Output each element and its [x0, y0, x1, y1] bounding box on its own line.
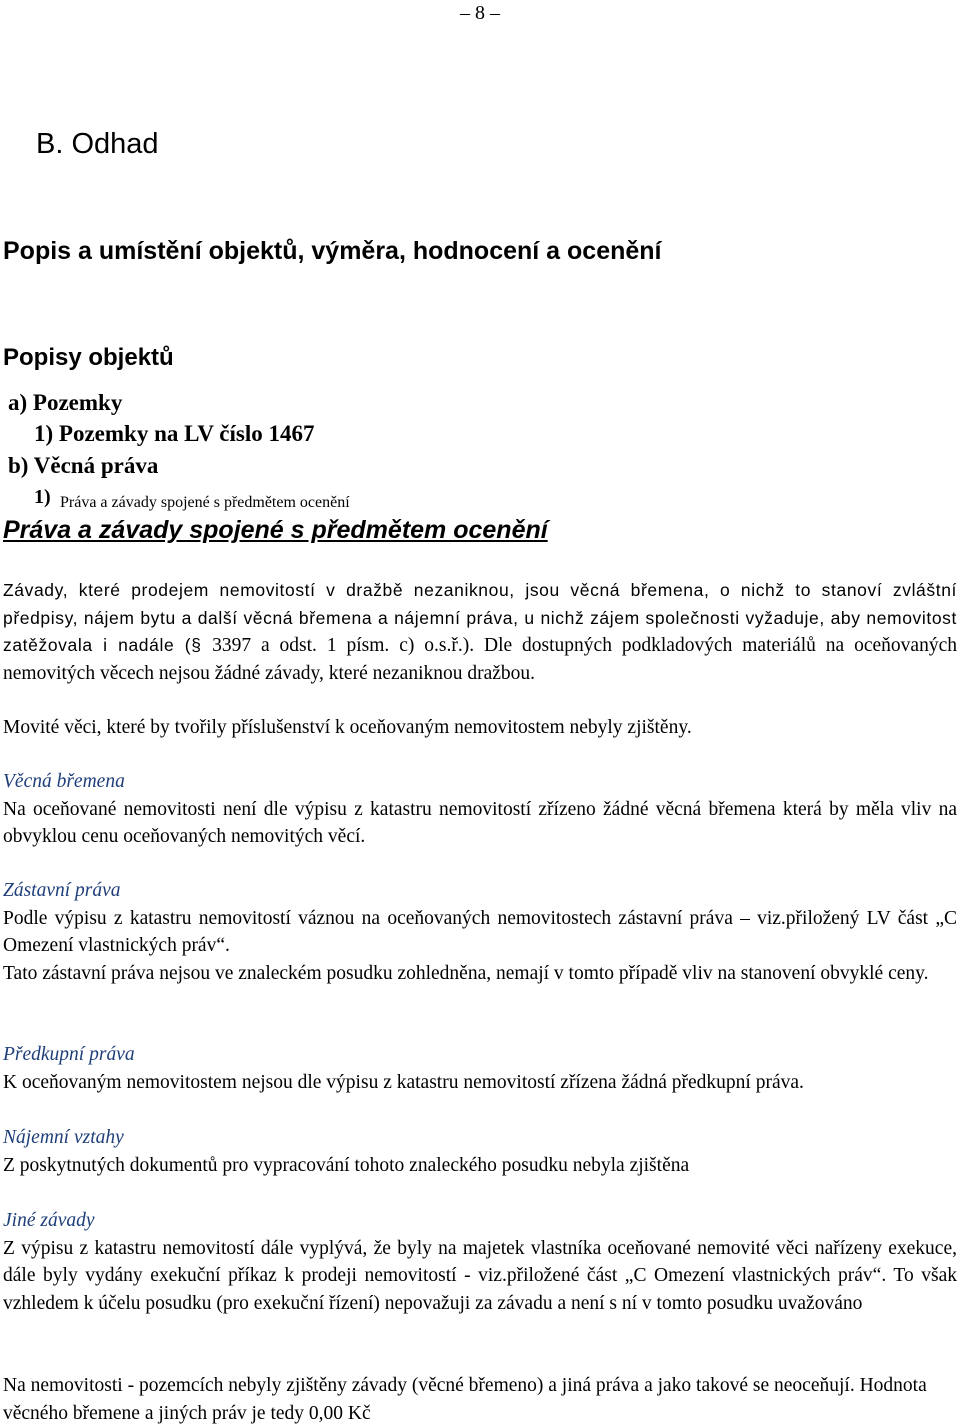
vecna-bremena-text: Na oceňované nemovitosti není dle výpisu z katastru nemovitostí zřízeno žádné věcná břemena která by měla vliv na obvyklou cenu oceňovaných nemovitých věcí. — [3, 798, 957, 847]
subtitle: Popis a umístění objektů, výměra, hodnocení a ocenění — [3, 237, 662, 265]
predkupni-prava-title: Předkupní práva — [3, 1044, 135, 1065]
outline-item-b1-number: 1) — [34, 486, 51, 508]
closing-text: Na nemovitosti - pozemcích nebyly zjištěny závady (věcné břemeno) a jiná práva a jako takové se neoceňují. Hodnota věcného břemene a jiných práv je tedy 0,00 Kč — [3, 1375, 927, 1424]
section-title: B. Odhad — [36, 128, 159, 160]
zastavni-prava-text-1: Podle výpisu z katastru nemovitostí váznou na oceňovaných nemovitostech zástavní práva – viz.přiložený LV část „C Omezení vlastnických práv“. — [3, 907, 957, 956]
zavady-paragraph — [3, 577, 957, 687]
outline-item-a1: 1) Pozemky na LV číslo 1467 — [34, 421, 315, 446]
jine-zavady-section — [3, 1207, 957, 1317]
outline-item-b1-text: Práva a závady spojené s předmětem ocenění — [60, 494, 350, 511]
closing-block — [3, 1372, 957, 1427]
vecna-bremena-title: Věcná břemena — [3, 771, 125, 792]
jine-zavady-text: Z výpisu z katastru nemovitostí dále vyplývá, že byly na majetek vlastníka oceňované nemovité věci nařízeny exekuce, dále byly vydány exekuční příkaz k prodeji nemovitostí - viz.přiložené část „C Omezení vlastnických práv“. To však vzhledem k účelu posudku (pro exekuční řízení) nepovažuji za závadu a není s ní v tomto posudku uvažováno — [3, 1237, 957, 1314]
movite-text: Movité věci, které by tvořily příslušenství k oceňovaným nemovitostem nebyly zjištěny. — [3, 717, 692, 738]
jine-zavady-title: Jiné závady — [3, 1210, 95, 1231]
zavady-part-2: 3397 a odst. 1 písm. c) o.s.ř.). — [212, 635, 475, 656]
najemni-vztahy-text: Z poskytnutých dokumentů pro vypracování tohoto znaleckého posudku nebyla zjištěna — [3, 1154, 690, 1176]
zastavni-prava-section — [3, 877, 957, 987]
najemni-vztahy-section — [3, 1124, 957, 1179]
predkupni-prava-text: K oceňovaným nemovitostem nejsou dle výpisu z katastru nemovitostí zřízena žádná předkupní práva. — [3, 1071, 804, 1093]
paragraph-sign-icon: § — [191, 635, 202, 655]
page-number: – 8 – — [460, 2, 500, 24]
main-heading: Práva a závady spojené s předmětem ocenění — [3, 516, 548, 544]
zastavni-prava-title: Zástavní práva — [3, 880, 121, 901]
outline-item-b: b) Věcná práva — [8, 453, 159, 478]
najemni-vztahy-title: Nájemní vztahy — [3, 1127, 124, 1148]
vecna-bremena-section — [3, 768, 957, 851]
zastavni-prava-text-2: Tato zástavní práva nejsou ve znaleckém posudku zohledněna, nemají v tomto případě vliv na stanovení obvyklé ceny. — [3, 962, 929, 984]
outline-item-a: a) Pozemky — [8, 390, 123, 415]
zavady-part-3: Dle dostupných podkladových materiálů na oceňovaných nemovitých věcech nejsou žádné závady, které nezaniknou dražbou. — [3, 635, 957, 684]
zavady-part-1: Závady, které prodejem nemovitostí v dražbě nezaniknou, jsou věcná břemena, o nichž to stanoví zvláštní předpisy, nájem bytu a další věcná břemena a nájemní práva, u nichž zájem společnosti vyžaduje, aby nemovitost zatěžovala i nadále ( — [3, 580, 957, 655]
zavady-block — [3, 577, 957, 687]
movite-block — [3, 714, 957, 742]
heading-popisy-objektu: Popisy objektů — [3, 344, 174, 371]
predkupni-prava-section — [3, 1041, 957, 1096]
